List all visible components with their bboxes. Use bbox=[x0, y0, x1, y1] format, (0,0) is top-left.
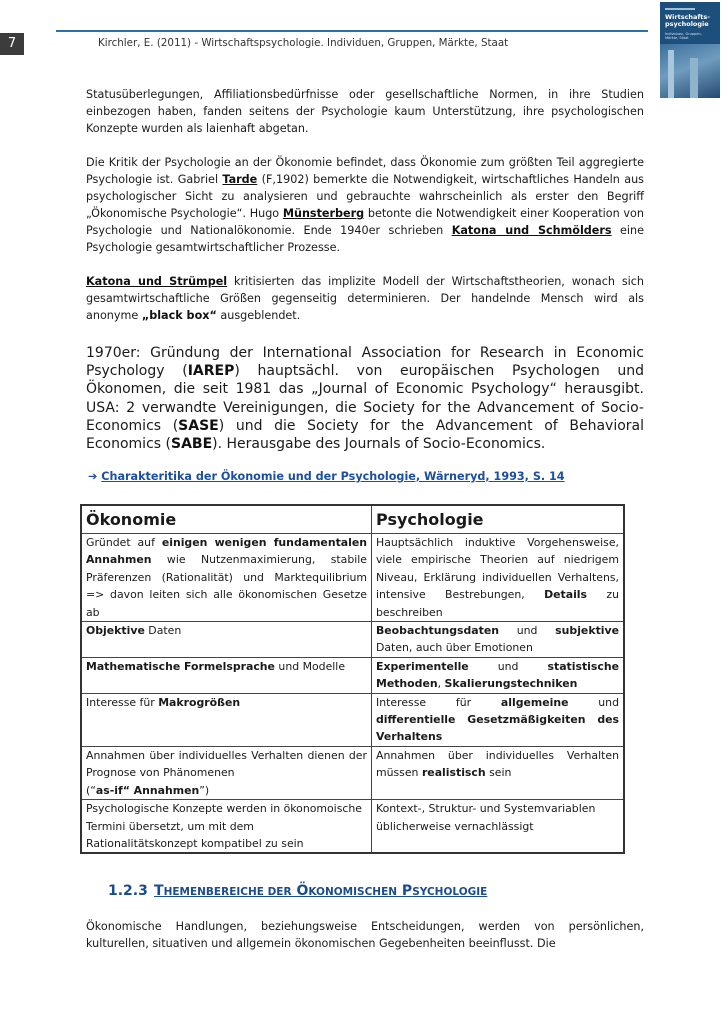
cover-building-image bbox=[660, 44, 720, 98]
abbr-sase: SASE bbox=[178, 417, 219, 434]
section-number: 1.2.3 bbox=[108, 883, 148, 899]
p4-text-a: 1970er: Gründung der International Association for Research in Economic Psychology ( bbox=[86, 345, 644, 380]
header-citation: Kirchler, E. (2011) - Wirtschaftspsychologie. Individuen, Gruppen, Märkte, Staat bbox=[98, 37, 509, 49]
cell-bold: Details bbox=[544, 588, 588, 602]
cover-title: Wirtschafts-psychologie bbox=[665, 13, 710, 28]
section-heading bbox=[108, 883, 487, 899]
table-row bbox=[81, 693, 624, 746]
table-reference-link[interactable] bbox=[88, 470, 565, 483]
name-muensterberg: Münsterberg bbox=[282, 207, 365, 220]
cell-bold: allgemeine bbox=[500, 695, 569, 709]
table-row bbox=[81, 746, 624, 799]
table-cell bbox=[372, 622, 625, 658]
cell-bold: Experimentelle bbox=[376, 659, 469, 673]
cell-bold: Objektive bbox=[86, 624, 145, 638]
paragraph-3 bbox=[86, 273, 644, 324]
name-katona-schmoelders: Katona und Schmölders bbox=[451, 224, 612, 237]
name-tarde: Tarde bbox=[222, 173, 258, 186]
cell-bold: Beobachtungsdaten bbox=[376, 624, 500, 638]
p2-text-a: Die Kritik der Psychologie an der Ökonomie befindet, dass Ökonomie zum größten Teil aggregierte Psychologie ist. Gabriel bbox=[86, 156, 644, 186]
p2-text-c: betonte die Notwendigkeit einer Kooperation von Psychologie und Nationalökonomie. Ende 1940er schrieben bbox=[86, 207, 644, 237]
table-row bbox=[81, 800, 624, 854]
table-cell bbox=[372, 693, 625, 746]
table-cell bbox=[81, 746, 372, 799]
cover-subtitle: Individuen, Gruppen, Märkte, Staat bbox=[665, 32, 702, 40]
cell-text: Annahmen über individuelles Verhalten müssen bbox=[376, 748, 619, 780]
table-row bbox=[81, 534, 624, 622]
cell-text: sein bbox=[485, 766, 512, 780]
cell-bold: Skalierungstechniken bbox=[444, 677, 578, 691]
p4-text-c: ) und die Society for the Advancement of Behavioral Economics ( bbox=[86, 417, 644, 453]
cell-text: wie Nutzenmaximierung, stabile Präferenzen (Rationalität) und Marktequilibrium => davon leiten sich alle ökonomischen Gesetze ab bbox=[86, 553, 367, 619]
cell-text: Annahmen über individuelles Verhalten dienen der Prognose von Phänomenen bbox=[86, 748, 367, 780]
comparison-table bbox=[80, 504, 625, 854]
cell-text: und bbox=[468, 659, 548, 673]
page-header bbox=[7, 30, 648, 58]
table-cell bbox=[81, 693, 372, 746]
cell-bold: einigen wenigen fundamentalen Annahmen bbox=[86, 536, 367, 567]
table-row bbox=[81, 657, 624, 693]
page-number: 7 bbox=[0, 33, 24, 55]
cell-text: zu beschreiben bbox=[376, 588, 619, 619]
table-cell: Kontext-, Struktur- und Systemvariablen üblicherweise vernachlässigt bbox=[372, 800, 625, 854]
table-cell bbox=[372, 657, 625, 693]
cell-text: , bbox=[437, 677, 445, 691]
cell-bold: differentielle Gesetzmäßigkeiten des Verhaltens bbox=[376, 713, 619, 744]
section-title-cap: Ö bbox=[296, 883, 309, 899]
cell-text: Daten bbox=[144, 624, 182, 638]
table-cell: Psychologische Konzepte werden in ökonomoische Termini übersetzt, um mit dem Rationalitätskonzept kompatibel zu sein bbox=[81, 800, 372, 854]
arrow-right-icon: ➔ bbox=[88, 470, 98, 483]
abbr-sabe: SABE bbox=[170, 436, 213, 453]
cell-text: (“ bbox=[86, 783, 96, 797]
header-psychologie: Psychologie bbox=[372, 505, 625, 534]
cell-bold: as-if“ Annahmen bbox=[95, 783, 200, 797]
table-cell bbox=[81, 622, 372, 658]
cell-bold: Mathematische Formelsprache bbox=[86, 659, 275, 673]
section-title-part: HEMENBEREICHE DER bbox=[163, 886, 292, 898]
cell-bold: statistische Methoden bbox=[376, 659, 619, 691]
cell-bold: subjektive bbox=[555, 624, 619, 638]
p4-text-b: ) hauptsächl. von europäischen Psychologen und Ökonomen, die seit 1981 das „Journal of Economic Psychology“ herausgibt. USA: 2 verwandte Vereinigungen, die Society for the Advancement of Socio-Economics ( bbox=[86, 363, 645, 434]
section-title-part: KONOMISCHEN bbox=[308, 886, 398, 898]
cell-text: und Modelle bbox=[274, 659, 346, 673]
black-box-term: „black box“ bbox=[141, 309, 217, 322]
table-cell bbox=[81, 534, 372, 622]
table-cell bbox=[372, 746, 625, 799]
header-oekonomie: Ökonomie bbox=[81, 505, 372, 534]
table-header-row bbox=[81, 505, 624, 534]
abbr-iarep: IAREP bbox=[187, 363, 235, 380]
section-title-cap: T bbox=[154, 883, 164, 899]
table-cell bbox=[81, 657, 372, 693]
p3-text-b: ausgeblendet. bbox=[216, 309, 301, 322]
section-title-part: SYCHOLOGIE bbox=[412, 886, 488, 898]
section-title-cap: P bbox=[401, 883, 413, 899]
p4-text-d: ). Herausgabe des Journals of Socio-Economics. bbox=[212, 436, 546, 453]
cell-bold: Makrogrößen bbox=[158, 695, 241, 709]
cell-text: und bbox=[568, 695, 619, 709]
paragraph-2 bbox=[86, 154, 644, 256]
cell-text: ”) bbox=[199, 783, 210, 797]
table-cell bbox=[372, 534, 625, 622]
cell-text: Interesse für bbox=[376, 695, 501, 709]
cell-bold: realistisch bbox=[421, 766, 486, 780]
paragraph-4 bbox=[86, 344, 644, 453]
cell-text: Gründet auf bbox=[86, 536, 162, 549]
book-cover-thumbnail bbox=[660, 2, 720, 98]
name-katona-struempel: Katona und Strümpel bbox=[86, 275, 228, 288]
table-reference-text[interactable]: Charakteritika der Ökonomie und der Psychologie, Wärneryd, 1993, S. 14 bbox=[101, 470, 565, 483]
p2-text-b: (F,1902) bemerkte die Notwendigkeit, wirtschaftliches Handeln aus psychologischer Sicht zu analysieren und gebrauchte wahrscheinlich als erster den Begriff „Ökonomische Psychologie“. Hugo bbox=[86, 173, 644, 220]
paragraph-5: Ökonomische Handlungen, beziehungsweise Entscheidungen, werden von persönlichen, kulturellen, situativen und allgemein ökonomischen Gegebenheiten beeinflusst. Die bbox=[86, 920, 644, 950]
cell-text: und bbox=[499, 624, 556, 638]
p2-text-d: eine Psychologie gesamtwirtschaftlicher Prozesse. bbox=[86, 224, 644, 254]
cell-text: Interesse für bbox=[86, 695, 159, 709]
cell-text: Daten, auch über Emotionen bbox=[376, 641, 533, 655]
p3-text-a: kritisierten das implizite Modell der Wirtschaftstheorien, wonach sich gesamtwirtschaftliche Größen gegenseitig determinieren. Der handelnde Mensch wird als anonyme bbox=[86, 275, 645, 322]
cell-text: Hauptsächlich induktive Vorgehensweise, viele empirische Theorien auf niedrigem Niveau, Erklärung individuellen Verhaltens, intensive Bestrebungen, bbox=[376, 536, 619, 602]
paragraph-1: Statusüberlegungen, Affiliationsbedürfnisse oder gesellschaftliche Normen, in ihre Studien einbezogen haben, fanden seitens der Psychologie kaum Unterstützung, ihre psychologischen Konzepte wurden als laienhaft abgetan. bbox=[86, 88, 644, 135]
table-row bbox=[81, 622, 624, 658]
cover-rule bbox=[665, 8, 695, 10]
